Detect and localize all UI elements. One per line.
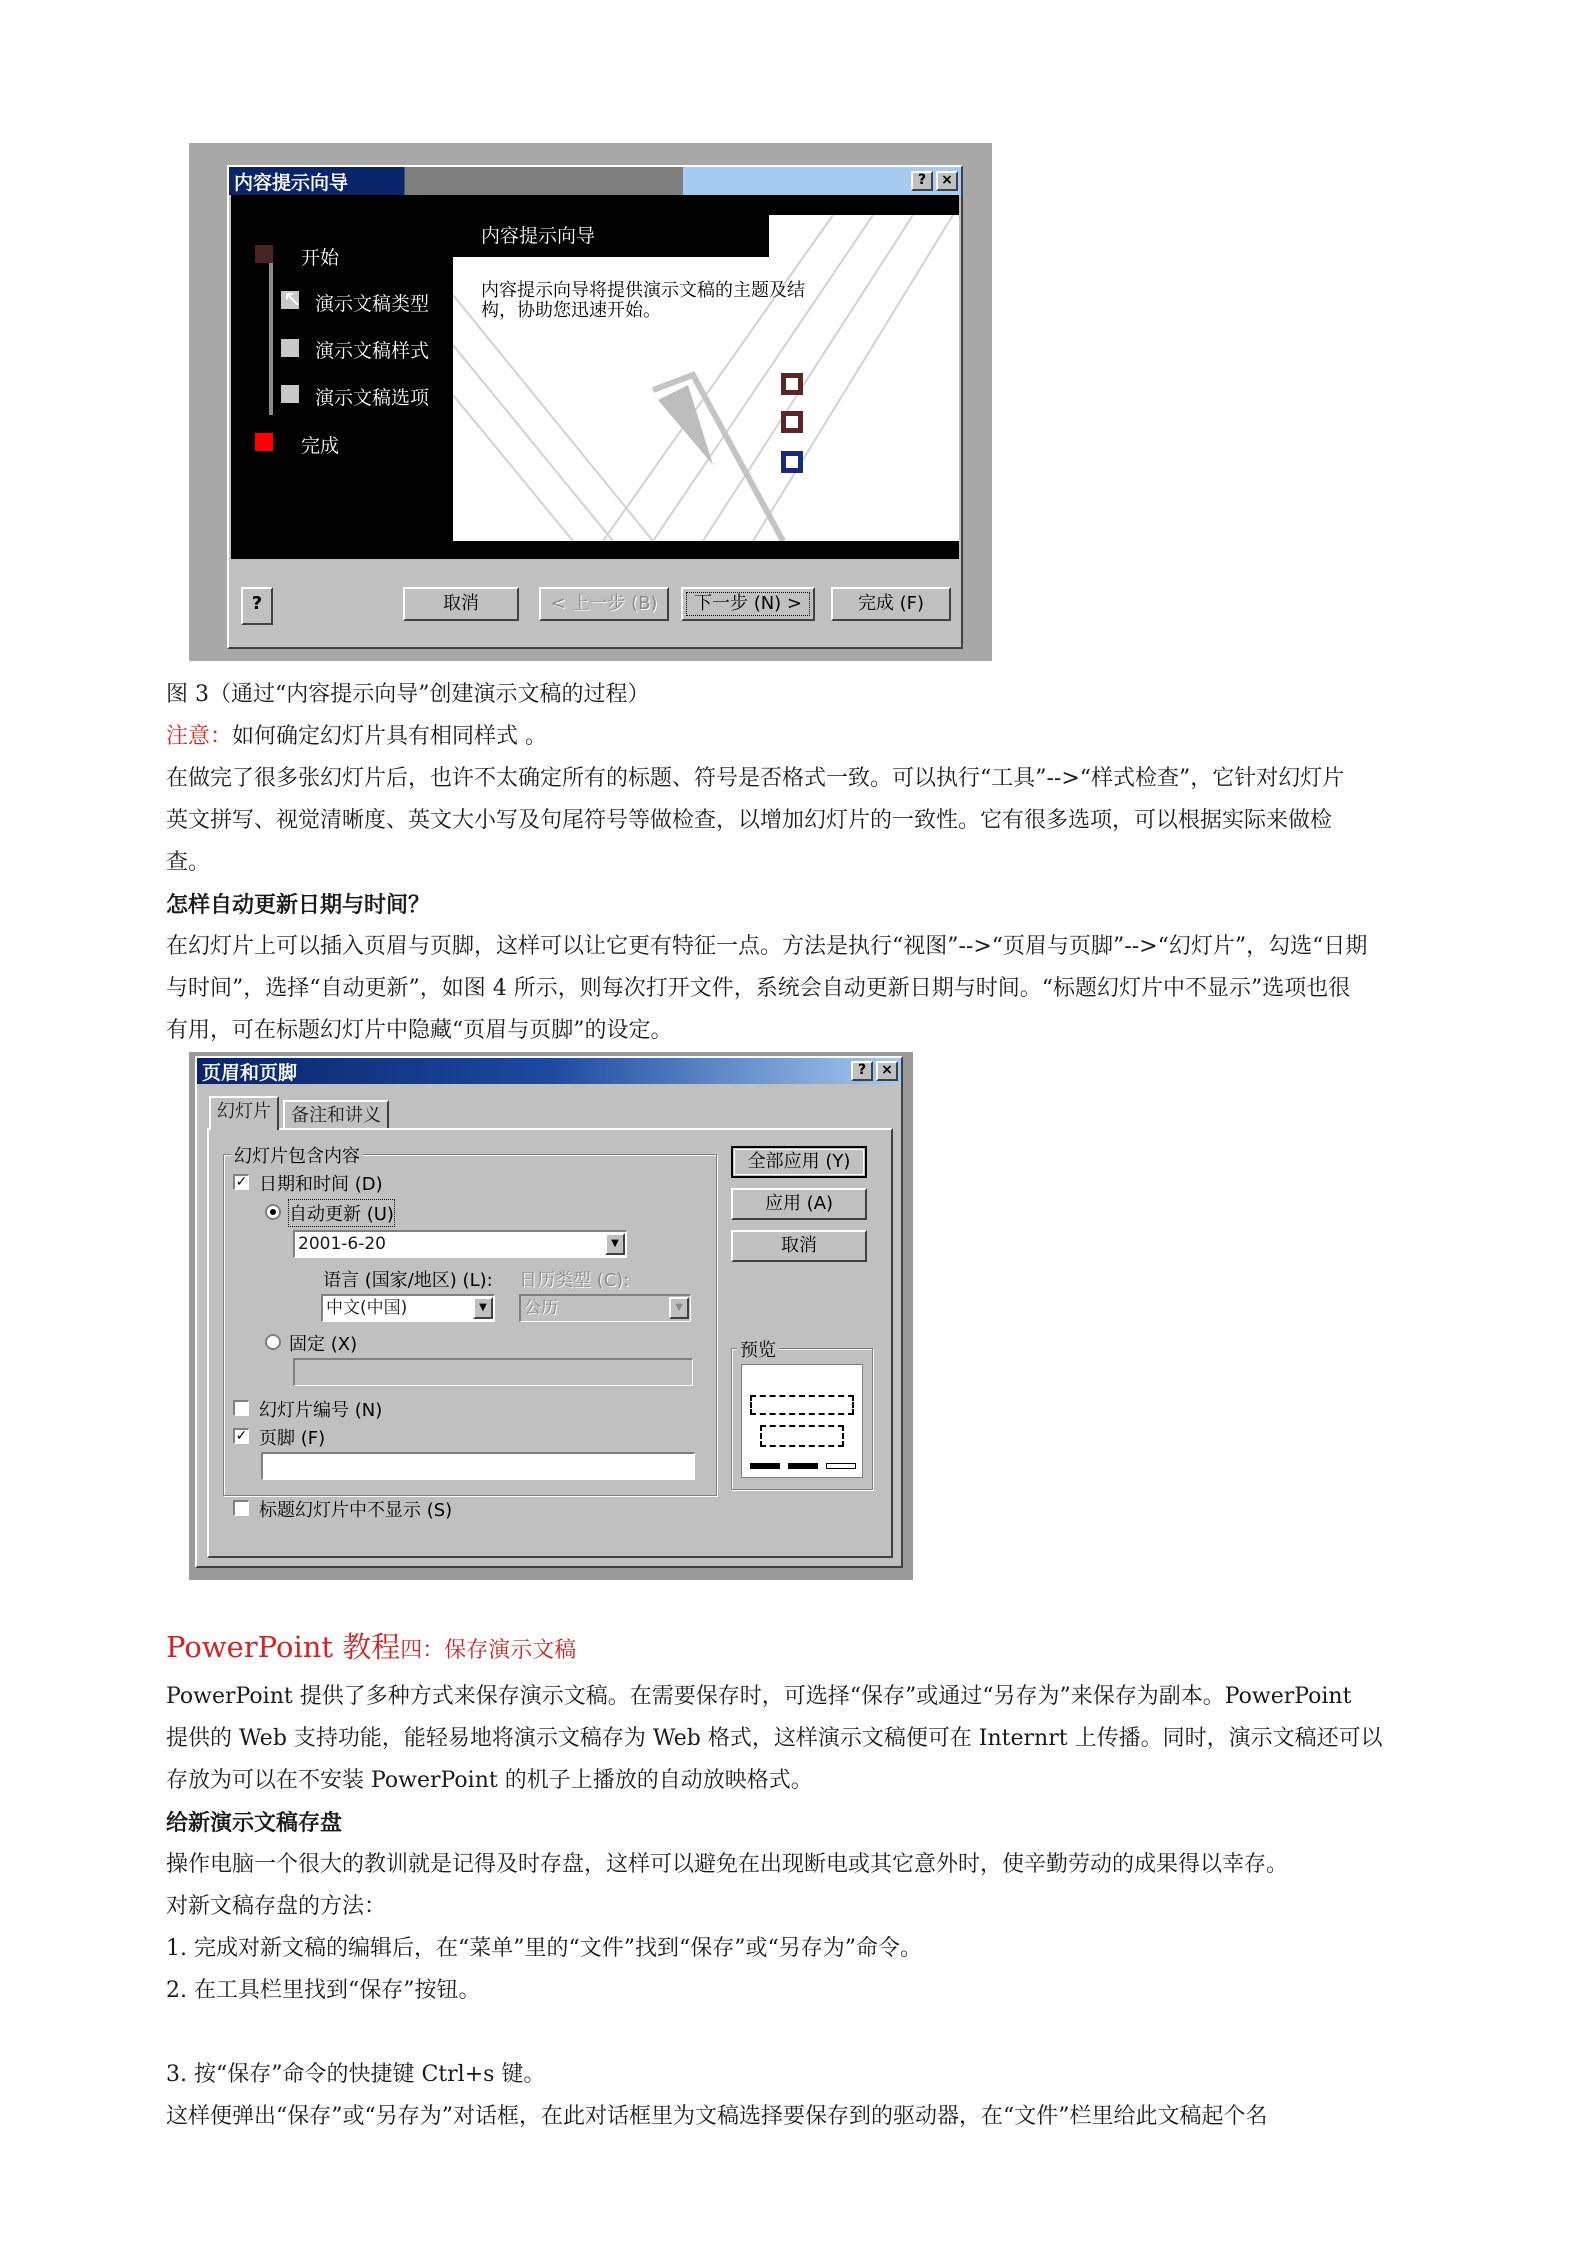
heading-save-new: 给新演示文稿存盘 — [166, 1810, 343, 1836]
step-label-type: 演示文稿类型 — [315, 293, 430, 315]
step-label-style: 演示文稿样式 — [315, 340, 430, 362]
preview-date-marker — [750, 1463, 780, 1469]
section-title-sub: 四：保存演示文稿 — [400, 1638, 577, 1663]
paragraph-line: 在做完了很多张幻灯片后，也许不太确定所有的标题、符号是否格式一致。可以执行“工具”-->“样式检查”，它针对幻灯片 — [166, 766, 1345, 791]
hide-on-title-label: 标题幻灯片中不显示 (S) — [259, 1500, 453, 1521]
step-label-start: 开始 — [301, 247, 340, 269]
step-marker-start — [255, 245, 273, 263]
dropdown-arrow-icon[interactable]: ▼ — [669, 1297, 689, 1319]
note-label: 注意： — [166, 724, 233, 749]
group-label: 幻灯片包含内容 — [231, 1142, 363, 1168]
tab-slide[interactable]: 幻灯片 — [209, 1096, 279, 1130]
figure-header-footer-screenshot — [189, 1052, 913, 1580]
list-item: 1. 完成对新文稿的编辑后，在“菜单”里的“文件”找到“保存”或“另存为”命令。 — [166, 1936, 922, 1961]
calendar-label: 日历类型 (C): — [519, 1270, 630, 1291]
help-icon[interactable]: ? — [911, 171, 933, 191]
decorative-square — [781, 373, 803, 395]
fixed-date-input[interactable] — [293, 1358, 693, 1386]
preview-slide — [741, 1364, 863, 1478]
date-time-label: 日期和时间 (D) — [259, 1174, 383, 1195]
paragraph-line: 操作电脑一个很大的教训就是记得及时存盘，这样可以避免在出现断电或其它意外时，使辛勤劳动的成果得以幸存。 — [166, 1852, 1289, 1877]
decorative-square — [781, 451, 803, 473]
note-line — [166, 716, 547, 758]
date-time-checkbox[interactable]: ✓ — [233, 1174, 249, 1190]
date-select-value: 2001-6-20 — [298, 1234, 386, 1254]
wizard-titlebar — [229, 167, 961, 195]
paragraph-line: 英文拼写、视觉清晰度、英文大小写及句尾符号等做检查，以增加幻灯片的一致性。它有很多选项，可以根据实际来做检 — [166, 808, 1333, 833]
steps-connector-line — [269, 247, 273, 415]
note-text: 如何确定幻灯片具有相同样式 。 — [232, 724, 548, 749]
fixed-label: 固定 (X) — [289, 1334, 358, 1355]
calendar-select-value: 公历 — [524, 1298, 558, 1318]
footer-input[interactable] — [261, 1452, 695, 1480]
language-select[interactable] — [321, 1294, 495, 1322]
apply-button[interactable]: 应用 (A) — [731, 1188, 867, 1220]
dropdown-arrow-icon[interactable]: ▼ — [605, 1233, 625, 1255]
language-select-value: 中文(中国) — [326, 1298, 408, 1318]
paragraph-line: PowerPoint 提供了多种方式来保存演示文稿。在需要保存时，可选择“保存”或通过“另存为”来保存为副本。PowerPoint — [166, 1684, 1352, 1709]
fixed-radio[interactable] — [265, 1334, 281, 1350]
finish-button[interactable]: 完成 (F) — [831, 587, 951, 621]
list-item: 3. 按“保存”命令的快捷键 Ctrl+s 键。 — [166, 2062, 546, 2087]
preview-body-placeholder — [760, 1425, 844, 1447]
step-label-options: 演示文稿选项 — [315, 387, 430, 409]
list-item: 2. 在工具栏里找到“保存”按钮。 — [166, 1978, 481, 2003]
paragraph-line: 查。 — [166, 850, 211, 875]
paragraph-line: 提供的 Web 支持功能，能轻易地将演示文稿存为 Web 格式，这样演示文稿便可在 Internrt 上传播。同时，演示文稿还可以 — [166, 1726, 1383, 1751]
dialog-titlebar — [197, 1058, 901, 1084]
close-icon[interactable]: × — [876, 1061, 898, 1081]
language-label: 语言 (国家/地区) (L): — [323, 1270, 493, 1291]
footer-label: 页脚 (F) — [259, 1428, 326, 1449]
preview-footer-marker — [788, 1463, 818, 1469]
help-button[interactable]: ? — [241, 587, 273, 625]
preview-number-marker — [826, 1463, 856, 1469]
paragraph-line: 在幻灯片上可以插入页眉与页脚，这样可以让它更有特征一点。方法是执行“视图”-->“页眉与页脚”-->“幻灯片”，勾选“日期 — [166, 934, 1368, 959]
dropdown-arrow-icon[interactable]: ▼ — [473, 1297, 493, 1319]
paragraph-line: 存放为可以在不安装 PowerPoint 的机子上播放的自动放映格式。 — [166, 1768, 813, 1793]
figure-caption-1: 图 3（通过“内容提示向导”创建演示文稿的过程） — [166, 682, 650, 707]
back-button[interactable]: < 上一步 (B) — [539, 587, 669, 621]
paragraph-line: 这样便弹出“保存”或“另存为”对话框，在此对话框里为文稿选择要保存到的驱动器，在“文件”栏里给此文稿起个名 — [166, 2104, 1268, 2129]
apply-all-button[interactable]: 全部应用 (Y) — [731, 1146, 867, 1178]
paragraph-line: 对新文稿存盘的方法： — [166, 1894, 387, 1919]
step-label-finish: 完成 — [301, 435, 340, 457]
slide-number-checkbox[interactable] — [233, 1400, 249, 1416]
auto-update-radio[interactable] — [265, 1204, 281, 1220]
decorative-lines — [453, 215, 959, 541]
dialog-title: 页眉和页脚 — [202, 1061, 298, 1084]
decorative-square — [781, 411, 803, 433]
auto-update-label: 自动更新 (U) — [289, 1200, 394, 1226]
header-footer-dialog — [195, 1056, 903, 1568]
wizard-dialog — [227, 165, 963, 649]
hide-on-title-checkbox[interactable] — [233, 1500, 249, 1516]
preview-title-placeholder — [750, 1395, 854, 1415]
date-select[interactable] — [293, 1230, 627, 1258]
figure-content-wizard-screenshot — [189, 143, 992, 661]
calendar-select[interactable] — [519, 1294, 691, 1322]
wizard-panel-description — [481, 281, 851, 321]
wizard-body-bottom-strip — [231, 541, 959, 559]
section-title — [166, 1625, 576, 1666]
step-marker-finish — [255, 433, 273, 451]
cancel-button[interactable]: 取消 — [731, 1230, 867, 1262]
heading-auto-update: 怎样自动更新日期与时间？ — [166, 892, 431, 918]
wizard-body — [231, 195, 959, 541]
step-marker-options — [281, 385, 299, 403]
close-icon[interactable]: × — [936, 171, 958, 191]
wizard-title: 内容提示向导 — [234, 171, 349, 194]
paragraph-line: 与时间”，选择“自动更新”，如图 4 所示，则每次打开文件，系统会自动更新日期与时间。“标题幻灯片中不显示”选项也很 — [166, 976, 1351, 1001]
wizard-content-panel — [453, 215, 959, 541]
cursor-icon: ↖ — [283, 287, 302, 312]
wizard-desc-line2: 构，协助您迅速开始。 — [481, 300, 661, 321]
cancel-button[interactable]: 取消 — [403, 587, 519, 621]
wizard-desc-line1: 内容提示向导将提供演示文稿的主题及结 — [481, 280, 805, 301]
step-marker-style — [281, 339, 299, 357]
tab-notes-handouts[interactable]: 备注和讲义 — [283, 1100, 389, 1130]
wizard-panel-header: 内容提示向导 — [453, 215, 769, 257]
help-icon[interactable]: ? — [851, 1061, 873, 1081]
footer-checkbox[interactable]: ✓ — [233, 1428, 249, 1444]
paragraph-line: 有用，可在标题幻灯片中隐藏“页眉与页脚”的设定。 — [166, 1018, 673, 1043]
next-button[interactable]: 下一步 (N) > — [681, 587, 815, 621]
section-title-main: PowerPoint 教程 — [166, 1630, 401, 1664]
preview-label: 预览 — [737, 1336, 779, 1362]
slide-number-label: 幻灯片编号 (N) — [259, 1400, 383, 1421]
